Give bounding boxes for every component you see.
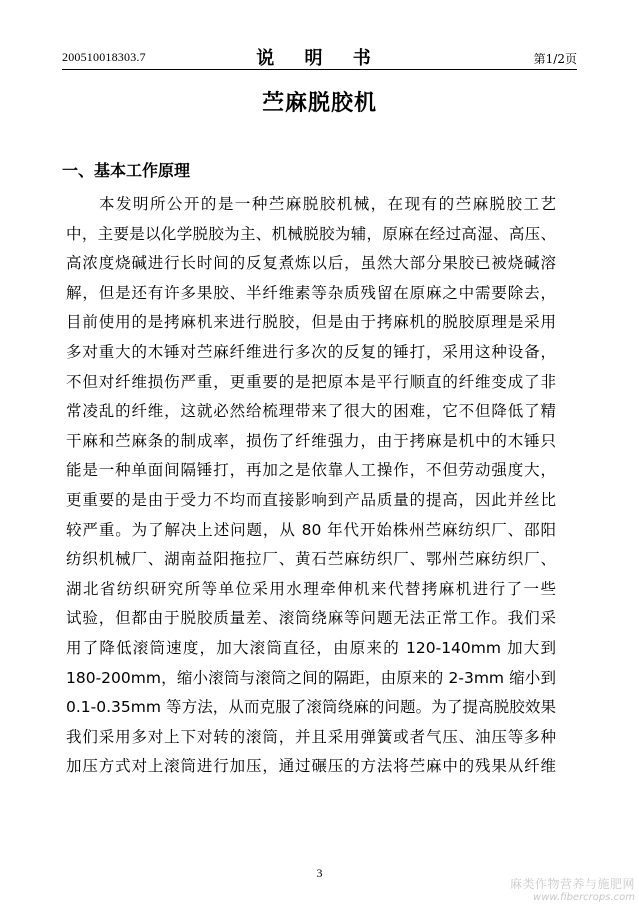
body-line: 中，主要是以化学脱胶为主、机械脱胶为辅，原麻在经过高湿、高压、 [66,224,556,243]
body-text [66,190,556,782]
body-line: 本发明所公开的是一种苎麻脱胶机械，在现有的苎麻脱胶工艺 [99,195,556,213]
watermark-site-name: 麻类作物营养与施肥网 [509,877,635,891]
body-line: 0.1-0.35mm 等方法，从而克服了滚筒绕麻的问题。为了提高脱胶效果 [66,698,556,717]
body-line: 干麻和苎麻条的制成率，损伤了纤维强力，由于拷麻是机中的木锤只 [66,431,556,450]
body-line: 180-200mm，缩小滚筒与滚筒之间的隔距，由原来的 2-3mm 缩小到 [66,668,556,687]
document-title: 苎麻脱胶机 [261,91,377,116]
body-line: 多对重大的木锤对苎麻纤维进行多次的反复的锤打，采用这种设备， [66,342,556,361]
body-line: 试验，但都由于脱胶质量差、滚筒绕麻等问题无法正常工作。我们采 [66,609,556,628]
body-line: 我们采用多对上下对转的滚筒，并且采用弹簧或者气压、油压等多种 [66,727,556,746]
body-line: 目前使用的是拷麻机来进行脱胶，但是由于拷麻机的脱胶原理是采用 [66,313,556,332]
body-line: 常凌乱的纤维，这就必然给梳理带来了很大的困难，它不但降低了精 [66,402,556,421]
body-line: 湖北省纺织研究所等单位采用水理牵伸机来代替拷麻机进行了一些 [66,579,556,598]
site-watermark [510,878,635,904]
body-line: 能是一种单面间隔锤打，再加之是依靠人工操作，不但劳动强度大， [66,461,556,480]
page-header [62,43,577,70]
body-line: 纺织机械厂、湖南益阳拖拉厂、黄石苎麻纺织厂、鄂州苎麻纺织厂、 [66,550,556,569]
body-line: 较严重。为了解决上述问题，从 80 年代开始株州苎麻纺织厂、邵阳 [66,520,556,539]
body-line: 更重要的是由于受力不均而直接影响到产品质量的提高，因此并丝比 [66,490,556,509]
page-number: 3 [316,866,323,880]
document-number: 200510018303.7 [62,50,146,64]
page-indicator: 第1/2页 [533,52,577,66]
body-line: 高浓度烧碱进行长时间的反复煮炼以后，虽然大部分果胶已被烧碱溶 [66,254,556,273]
body-line: 不但对纤维损伤严重，更重要的是把原本是平行顺直的纤维变成了非 [66,372,556,391]
body-line: 解，但是还有许多果胶、半纤维素等杂质残留在原麻之中需要除去， [66,283,556,302]
watermark-url: www.fibercrops.com [533,892,635,903]
document-type-title: 说 明 书 [256,48,383,69]
section-heading: 一、基本工作原理 [62,161,191,180]
body-line: 加压方式对上滚筒进行加压，通过碾压的方法将苎麻中的残果从纤维 [66,757,556,776]
body-line: 用了降低滚筒速度，加大滚筒直径，由原来的 120-140mm 加大到 [66,638,556,657]
